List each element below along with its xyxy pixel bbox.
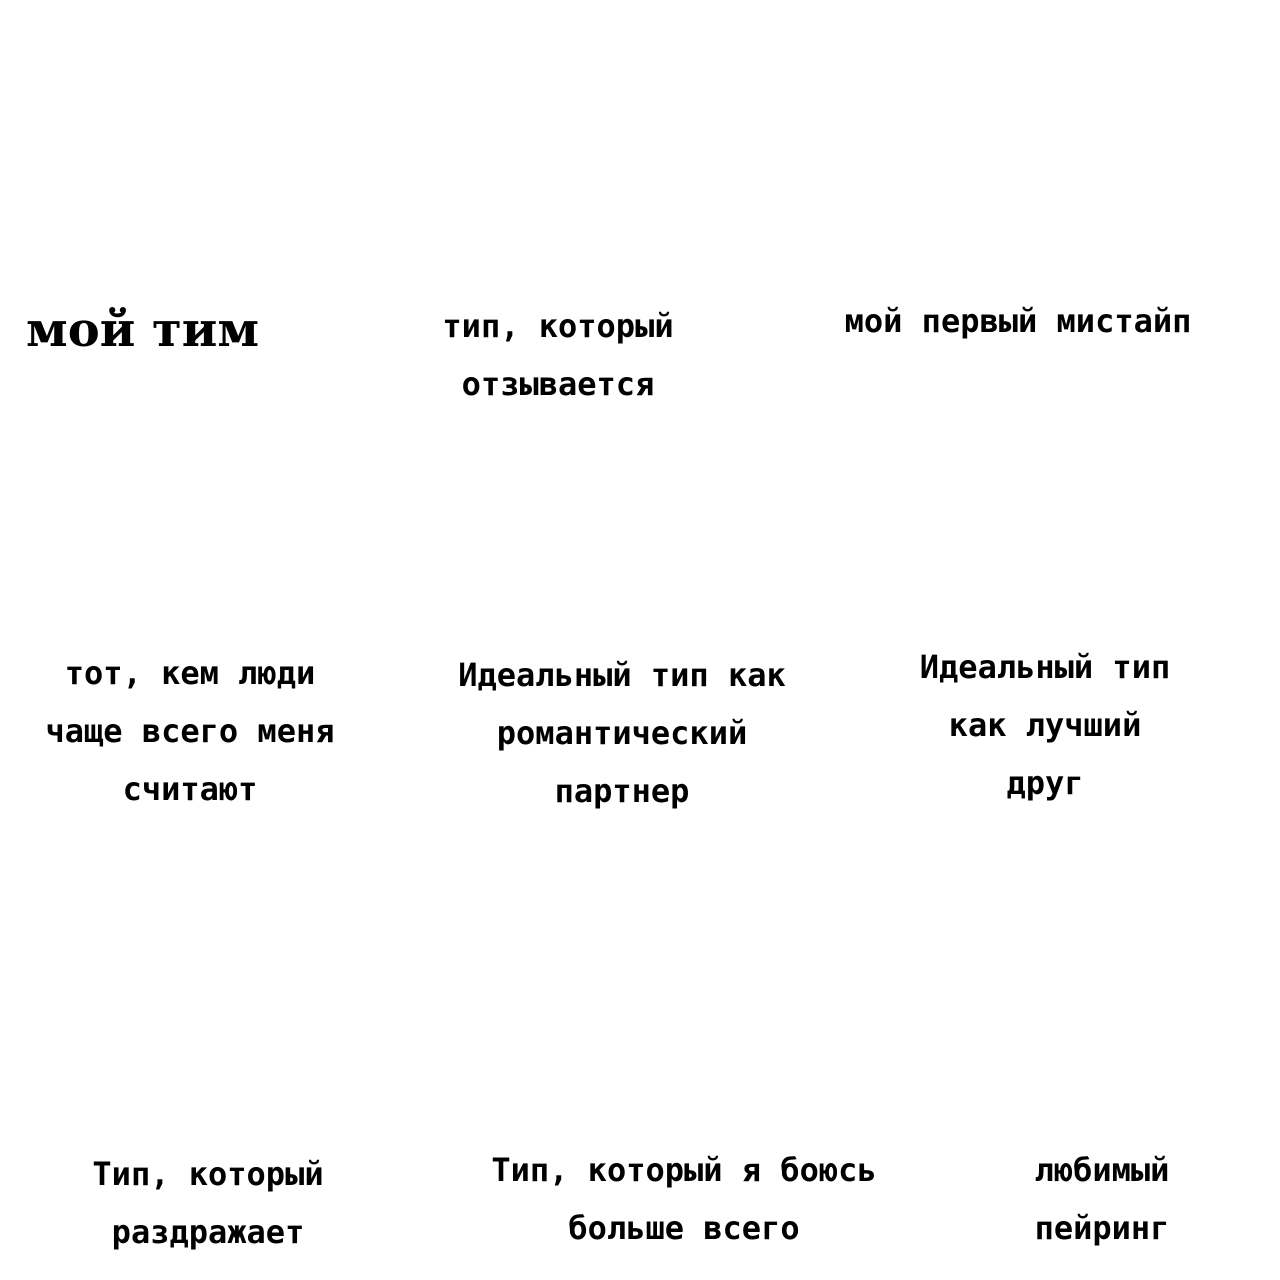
cell-line: Идеальный тип как [458,656,786,694]
cell-line: любимый [1034,1151,1170,1189]
cell-ideal-friend [900,638,1190,812]
cell-line: друг [1006,764,1084,802]
cell-line: партнер [554,772,690,810]
cell-line: считают [122,770,258,808]
cell-line: чаще всего меня [45,712,335,750]
cell-line: отзывается [461,365,655,403]
cell-first-mistype [820,292,1216,350]
cell-line: пейринг [1034,1209,1170,1247]
cell-annoying-type [66,1145,350,1261]
cell-line: как лучший [948,706,1142,744]
cell-ideal-romantic [432,646,812,820]
cell-line: тот, кем люди [64,654,316,692]
cell-line: больше всего [568,1209,800,1247]
cell-line: Идеальный тип [919,648,1171,686]
cell-feared-type [462,1141,906,1257]
cell-people-think [20,644,360,818]
chart-title: мой тим [26,302,260,358]
cell-line: романтический [496,714,748,752]
cell-line: Тип, который я боюсь [491,1151,877,1189]
cell-line: раздражает [111,1213,305,1251]
cell-resonant-type [418,297,698,413]
cell-favorite-pairing [1010,1141,1194,1257]
cell-line: тип, который [442,307,674,345]
cell-line: мой первый мистайп [844,302,1192,340]
cell-line: Тип, который [92,1155,324,1193]
